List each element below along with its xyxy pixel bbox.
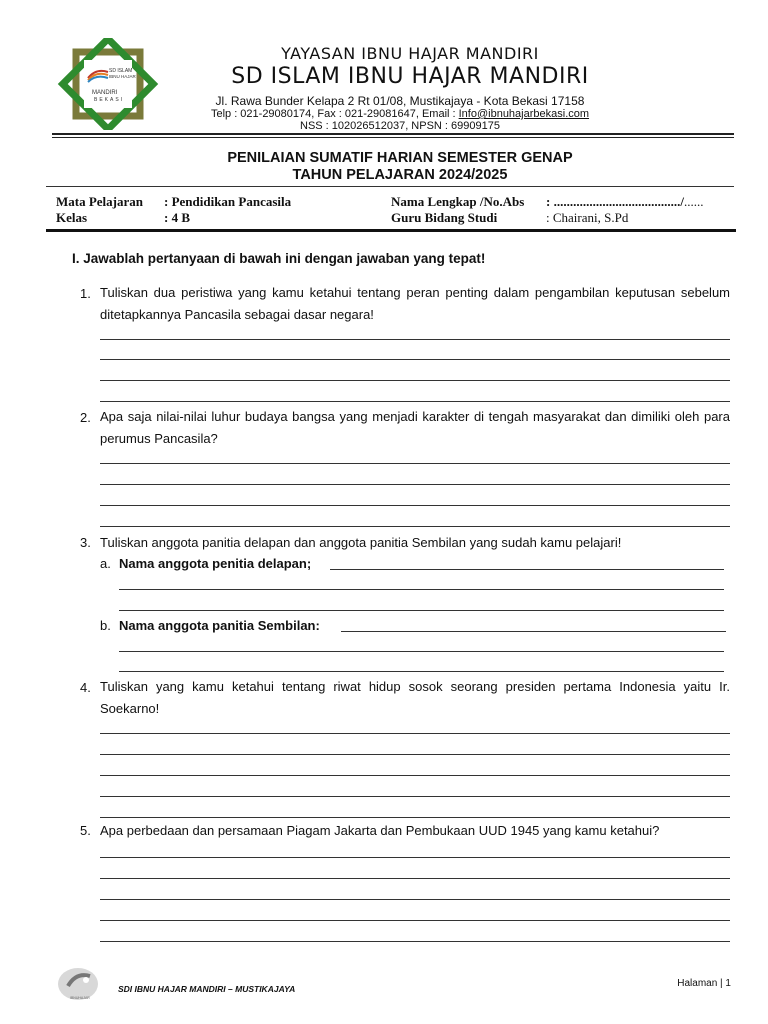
- q3b-answer-line[interactable]: [119, 671, 724, 672]
- teacher-value: : Chairani, S.Pd: [546, 210, 629, 225]
- q3b-answer-line[interactable]: [341, 631, 726, 632]
- q3a-label: Nama anggota penitia delapan;: [119, 556, 312, 571]
- q4-answer-line[interactable]: [100, 817, 730, 818]
- footer-school: SDI IBNU HAJAR MANDIRI – MUSTIKAJAYA: [118, 984, 296, 994]
- q4-answer-line[interactable]: [100, 775, 730, 776]
- contact-phone-fax: Telp : 021-29080174, Fax : 021-29081647, Email :: [210, 108, 459, 120]
- q1-answer-line[interactable]: [100, 401, 730, 402]
- name-field-abs: ......: [683, 194, 704, 209]
- q3a-answer-line[interactable]: [330, 569, 724, 570]
- footer-logo: [56, 966, 102, 1002]
- q4-answer-line[interactable]: [100, 733, 730, 734]
- logo-text-line1: SD ISLAM: [109, 68, 133, 74]
- logo-text-line4: BEKASI: [94, 97, 125, 103]
- q4-answer-line[interactable]: [100, 754, 730, 755]
- q1-answer-line[interactable]: [100, 359, 730, 360]
- subject-label: Mata Pelajaran: [56, 194, 144, 209]
- school-name: SD ISLAM IBNU HAJAR MANDIRI: [231, 64, 589, 89]
- class-label: Kelas: [56, 210, 88, 225]
- q3b-letter: b.: [100, 618, 111, 633]
- q1-answer-line[interactable]: [100, 339, 730, 340]
- q5-answer-line[interactable]: [100, 941, 730, 942]
- teacher-label: Guru Bidang Studi: [391, 210, 498, 225]
- contact-email-link[interactable]: Info@ibnuhajarbekasi.com: [458, 108, 590, 120]
- exam-title: PENILAIAN SUMATIF HARIAN SEMESTER GENAP: [227, 150, 573, 166]
- q3a-answer-line[interactable]: [119, 589, 724, 590]
- q3-number: 3.: [80, 535, 91, 550]
- q2-answer-line[interactable]: [100, 526, 730, 527]
- class-value: : 4 B: [164, 210, 190, 225]
- q4-text: Tuliskan yang kamu ketahui tentang riwat hidup sosok seorang presiden pertama Indonesia yaitu Ir. Soekarno!: [100, 679, 730, 716]
- q5-answer-line[interactable]: [100, 920, 730, 921]
- q2-answer-line[interactable]: [100, 484, 730, 485]
- q2-text: Apa saja nilai-nilai luhur budaya bangsa yang menjadi karakter di tengah masyarakat dan dimiliki oleh para perumus Pancasila?: [100, 409, 730, 446]
- logo-text-line2: IBNU HAJAR: [109, 74, 136, 79]
- name-field-dots: : ......................................./: [546, 194, 684, 209]
- q5-answer-line[interactable]: [100, 857, 730, 858]
- q2-number: 2.: [80, 410, 91, 425]
- q3-text: Tuliskan anggota panitia delapan dan anggota panitia Sembilan yang sudah kamu pelajari!: [100, 535, 622, 550]
- subject-value: : Pendidikan Pancasila: [164, 194, 292, 209]
- info-divider: [46, 229, 736, 232]
- exam-year: TAHUN PELAJARAN 2024/2025: [292, 167, 508, 183]
- footer-logo-text: IBNUHAJAR: [70, 996, 90, 1000]
- q5-text: Apa perbedaan dan persamaan Piagam Jakarta dan Pembukaan UUD 1945 yang kamu ketahui?: [100, 823, 660, 838]
- q5-answer-line[interactable]: [100, 899, 730, 900]
- header-divider-thin: [52, 137, 734, 138]
- q4-number: 4.: [80, 680, 91, 695]
- q1-answer-line[interactable]: [100, 380, 730, 381]
- header-divider: [52, 133, 734, 135]
- q3b-answer-line[interactable]: [119, 651, 724, 652]
- school-logo: [52, 38, 164, 130]
- foundation-name: YAYASAN IBNU HAJAR MANDIRI: [281, 44, 539, 63]
- q5-answer-line[interactable]: [100, 878, 730, 879]
- q2-answer-line[interactable]: [100, 505, 730, 506]
- q3a-letter: a.: [100, 556, 111, 571]
- name-label: Nama Lengkap /No.Abs: [391, 194, 525, 209]
- q1-number: 1.: [80, 286, 91, 301]
- q1-text: Tuliskan dua peristiwa yang kamu ketahui tentang peran penting dalam pengambilan keputusan sebelum ditetapkannya Pancasila sebagai dasar negara!: [100, 285, 730, 322]
- q2-answer-line[interactable]: [100, 463, 730, 464]
- q3a-answer-line[interactable]: [119, 610, 724, 611]
- q3b-label: Nama anggota panitia Sembilan:: [119, 618, 320, 633]
- school-contact: [160, 108, 640, 120]
- school-address: Jl. Rawa Bunder Kelapa 2 Rt 01/08, Mustikajaya - Kota Bekasi 17158: [215, 94, 585, 108]
- q5-number: 5.: [80, 823, 91, 838]
- school-nss-npsn: NSS : 102026512037, NPSN : 69909175: [300, 120, 500, 132]
- logo-text-line3: MANDIRI: [92, 90, 118, 96]
- title-divider: [46, 186, 734, 187]
- q4-answer-line[interactable]: [100, 796, 730, 797]
- name-field[interactable]: [546, 194, 703, 210]
- section-instruction: I. Jawablah pertanyaan di bawah ini dengan jawaban yang tepat!: [72, 251, 486, 266]
- page-number: Halaman | 1: [677, 978, 731, 989]
